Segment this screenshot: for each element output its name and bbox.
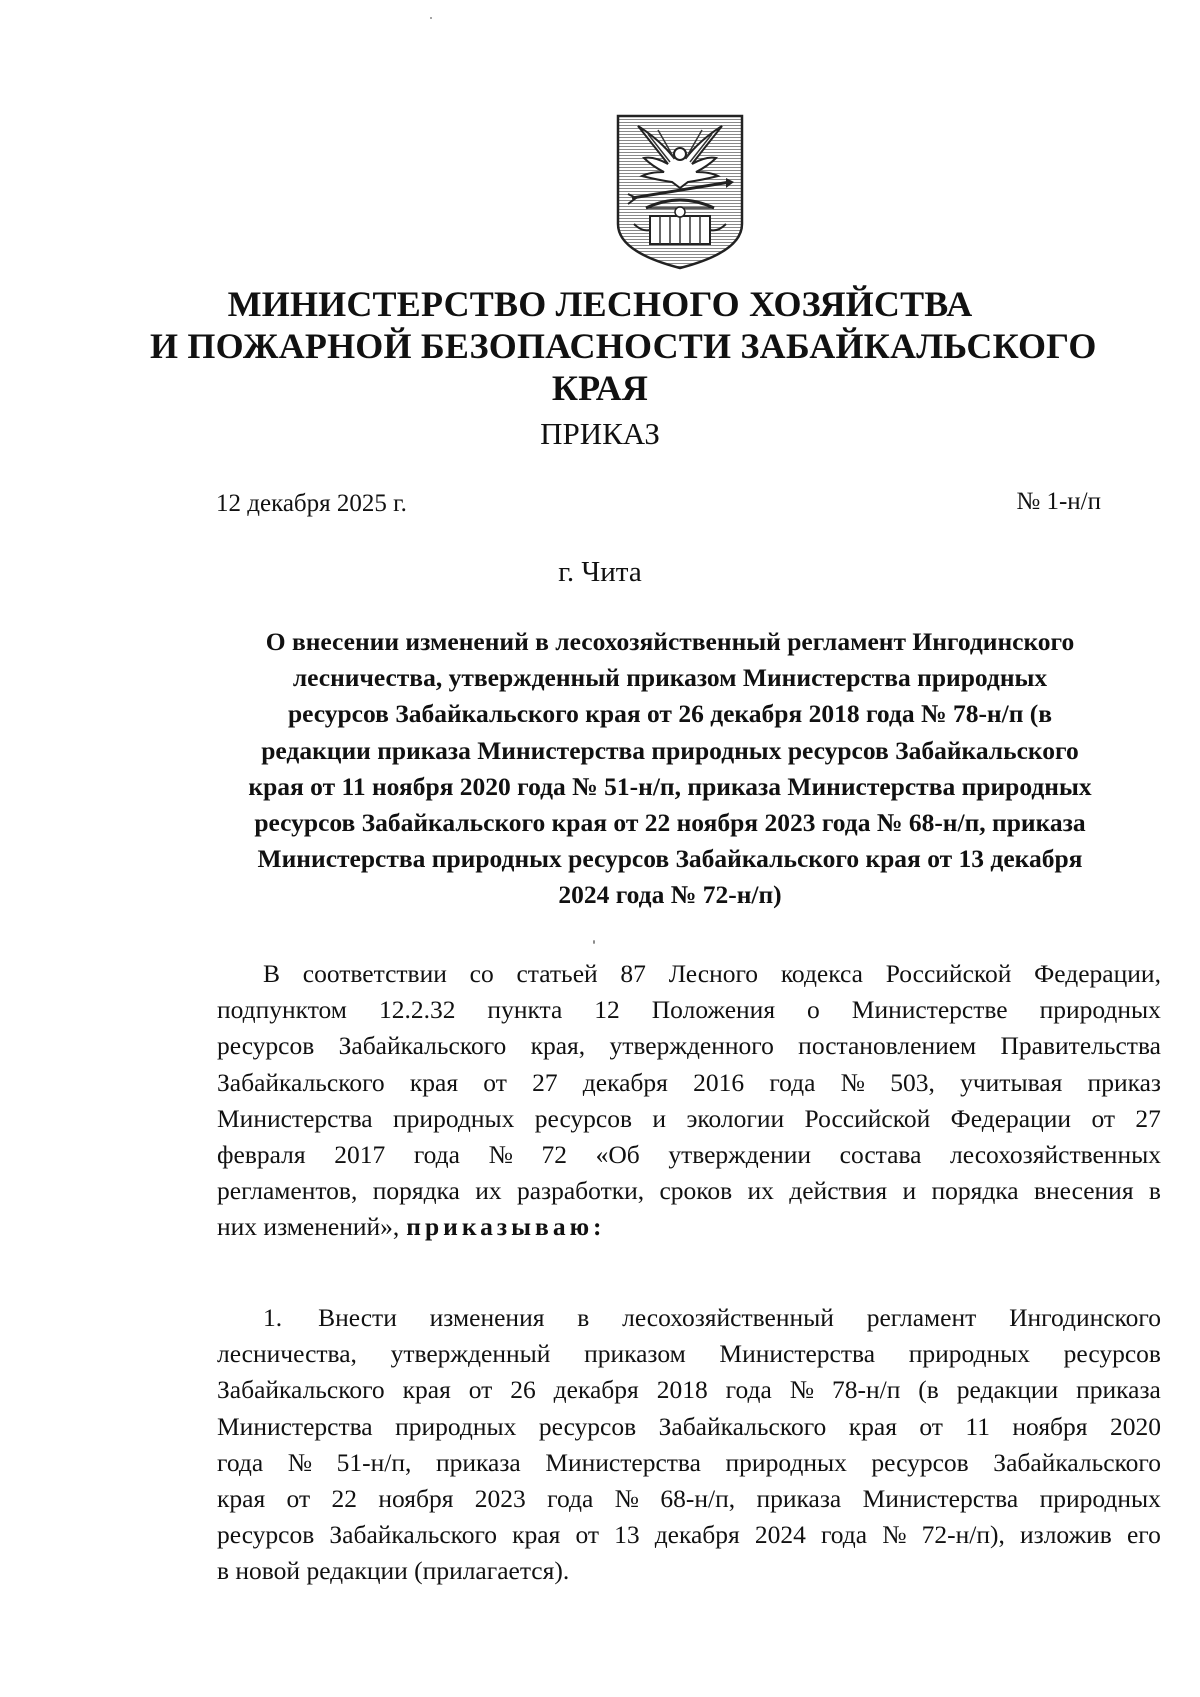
word: № xyxy=(488,1139,513,1169)
subject-line: ресурсов Забайкальского края от 22 ноября 2023 года № 68-н/п, приказа xyxy=(254,808,1086,838)
word: от xyxy=(919,1411,943,1441)
word: Забайкальского xyxy=(658,1411,827,1441)
preamble-line xyxy=(217,992,1161,1028)
preamble-line xyxy=(217,1101,1161,1137)
word: экологии xyxy=(686,1103,785,1133)
preamble-line xyxy=(217,1028,1161,1064)
word: лесохозяйственный xyxy=(622,1303,834,1332)
word: Российской xyxy=(885,959,1012,988)
subject-line: ресурсов Забайкальского края от 26 декабря 2018 года № 78-н/п (в xyxy=(287,699,1053,729)
word: разработки, xyxy=(516,1176,645,1206)
word: природных xyxy=(393,1103,515,1133)
word: статьей xyxy=(516,959,598,988)
word: края xyxy=(217,1483,266,1513)
word: редакции xyxy=(956,1375,1059,1405)
word: года xyxy=(820,1520,868,1550)
word: Министерства xyxy=(719,1339,876,1369)
word: природных xyxy=(395,1411,517,1441)
word: Министерства xyxy=(217,1103,373,1133)
preamble-line xyxy=(217,1065,1161,1101)
word: утвержденного xyxy=(609,1031,774,1061)
word: лесохозяйственных xyxy=(950,1139,1161,1169)
word: края xyxy=(848,1411,897,1441)
word: природных xyxy=(908,1339,1030,1369)
scan-speck xyxy=(593,940,595,944)
subject-line: края от 11 ноября 2020 года № 51-н/п, приказа Министерства природных xyxy=(248,771,1092,801)
word: 2023 xyxy=(474,1483,526,1513)
word: природных xyxy=(725,1447,847,1477)
word: ноября xyxy=(1012,1411,1088,1441)
item1-line xyxy=(217,1517,1161,1553)
word: приказа xyxy=(1076,1375,1161,1405)
ministry-title xyxy=(150,283,1097,409)
word: 87 xyxy=(620,959,646,988)
word: от xyxy=(286,1483,311,1513)
subject-line: О внесении изменений в лесохозяйственный регламент Ингодинского xyxy=(265,627,1075,656)
word: 22 xyxy=(331,1483,357,1513)
item1-line xyxy=(217,1372,1161,1408)
word: года xyxy=(547,1483,594,1513)
document-date: 12 декабря 2025 г. xyxy=(216,490,407,517)
word: края xyxy=(512,1520,561,1550)
word: февраля xyxy=(217,1139,306,1169)
word: ресурсов xyxy=(1063,1339,1161,1369)
word: В xyxy=(263,959,281,988)
word: изменения xyxy=(429,1303,545,1332)
word: 68-н/п, xyxy=(660,1483,736,1513)
word: от xyxy=(483,1067,507,1097)
word: Министерства xyxy=(862,1483,1019,1513)
subject-line: лесничества, утвержденный приказом Министерства природных xyxy=(292,663,1048,693)
word: 78-н/п xyxy=(831,1375,901,1405)
word: декабря xyxy=(553,1375,639,1405)
word: подпунктом xyxy=(217,995,347,1025)
word: Забайкальского xyxy=(338,1031,507,1061)
item1-last-line: в новой редакции (прилагается). xyxy=(217,1556,570,1586)
word: 72-н/п), xyxy=(921,1520,1005,1550)
ministry-title-line: И ПОЖАРНОЙ БЕЗОПАСНОСТИ ЗАБАЙКАЛЬСКОГО xyxy=(150,326,1097,366)
word: № xyxy=(882,1520,907,1550)
word: сроков xyxy=(659,1176,733,1206)
word: года xyxy=(217,1447,264,1477)
word: края xyxy=(402,1375,451,1405)
subject-line: Министерства природных ресурсов Забайкальского края от 13 декабря xyxy=(257,844,1083,874)
word: утвержденный xyxy=(390,1339,551,1369)
word: Правительства xyxy=(1000,1031,1161,1061)
word: соответствии xyxy=(302,959,447,988)
word: № xyxy=(614,1483,639,1513)
preamble-line xyxy=(217,956,1161,992)
word: приказ xyxy=(1087,1067,1161,1097)
word: природных xyxy=(1039,1483,1161,1513)
word: и xyxy=(902,1176,917,1206)
word: 72 xyxy=(541,1139,567,1169)
item-number: 1. xyxy=(263,1303,283,1332)
word: ресурсов xyxy=(217,1031,315,1061)
item1-line xyxy=(217,1445,1161,1481)
word: № xyxy=(840,1067,866,1097)
word: пункта xyxy=(487,995,563,1025)
document-number: № 1-н/п xyxy=(1016,488,1101,515)
word: ресурсов xyxy=(534,1103,633,1133)
word: лесничества, xyxy=(217,1339,357,1369)
word: 13 xyxy=(614,1520,640,1550)
document-city: г. Чита xyxy=(558,556,642,588)
word: 12.2.32 xyxy=(378,995,456,1025)
word: (в xyxy=(918,1375,939,1405)
word: года xyxy=(725,1375,772,1405)
word: в xyxy=(577,1303,590,1332)
word: их xyxy=(475,1176,502,1206)
word: приказа xyxy=(756,1483,842,1513)
item1-line xyxy=(217,1481,1161,1517)
word: ресурсов xyxy=(217,1520,315,1550)
word: 11 xyxy=(965,1411,990,1441)
word: Забайкальского xyxy=(217,1375,385,1405)
item1-line xyxy=(217,1409,1161,1445)
word: Забайкальского xyxy=(329,1520,498,1550)
word: Лесного xyxy=(668,959,759,988)
preamble-line xyxy=(217,1173,1161,1209)
ministry-title-line: МИНИСТЕРСТВО ЛЕСНОГО ХОЗЯЙСТВА xyxy=(227,284,973,324)
word: ресурсов xyxy=(538,1411,637,1441)
preamble-line xyxy=(217,1137,1161,1173)
word: кодекса xyxy=(780,959,863,988)
word: декабря xyxy=(582,1067,668,1097)
word: в xyxy=(1148,1176,1161,1206)
subject-line: 2024 года № 72-н/п) xyxy=(558,880,782,910)
word: от xyxy=(1091,1103,1115,1133)
word: года xyxy=(413,1139,460,1169)
word: приказа xyxy=(435,1447,521,1477)
word: края, xyxy=(530,1031,586,1061)
word: 2018 xyxy=(656,1375,708,1405)
word: «Об xyxy=(595,1139,640,1169)
word: Министерстве xyxy=(851,995,1008,1025)
scan-speck xyxy=(430,17,432,19)
word: года xyxy=(769,1067,816,1097)
word: декабря xyxy=(654,1520,740,1550)
word: от xyxy=(468,1375,493,1405)
word: учитывая xyxy=(960,1067,1063,1097)
word: Забайкальского xyxy=(993,1447,1161,1477)
subject-line: редакции приказа Министерства природных ресурсов Забайкальского xyxy=(261,735,1079,765)
word: 2024 xyxy=(754,1520,806,1550)
word: 26 xyxy=(510,1375,536,1405)
word: со xyxy=(469,959,494,988)
document-subject xyxy=(200,624,1140,914)
word: Федерации xyxy=(950,1103,1072,1133)
word: и xyxy=(652,1103,667,1133)
word: действия xyxy=(789,1176,888,1206)
word: 12 xyxy=(594,995,620,1025)
order-item-1 xyxy=(217,1300,1161,1590)
word: края xyxy=(409,1067,459,1097)
coat-of-arms-icon xyxy=(614,112,746,272)
word: утверждении xyxy=(668,1139,812,1169)
word: приказом xyxy=(584,1339,686,1369)
word: 2016 xyxy=(693,1067,745,1097)
word: 503, xyxy=(890,1067,935,1097)
word: Российской xyxy=(804,1103,931,1133)
word: о xyxy=(807,995,820,1025)
ministry-title-line: КРАЯ xyxy=(551,368,649,408)
word: постановлением xyxy=(798,1031,977,1061)
word: Ингодинского xyxy=(1009,1303,1161,1332)
word: порядка xyxy=(372,1176,460,1206)
word: Федерации, xyxy=(1034,959,1161,988)
preamble-paragraph xyxy=(217,956,1161,1246)
word: от xyxy=(575,1520,599,1550)
word: № xyxy=(789,1375,815,1405)
order-word: приказываю: xyxy=(406,1212,606,1242)
word: 2020 xyxy=(1109,1411,1161,1441)
word: порядка xyxy=(931,1176,1019,1206)
word: 27 xyxy=(532,1067,558,1097)
word: 27 xyxy=(1135,1103,1161,1133)
word: Забайкальского xyxy=(217,1067,385,1097)
preamble-last-line: них изменений», xyxy=(217,1212,400,1242)
word: регламент xyxy=(866,1303,977,1332)
word: Внести xyxy=(318,1303,397,1332)
word: изложив xyxy=(1019,1520,1112,1550)
document-type: ПРИКАЗ xyxy=(540,416,660,451)
word: природных xyxy=(1039,995,1161,1025)
word: их xyxy=(747,1176,774,1206)
word: ресурсов xyxy=(871,1447,969,1477)
word: регламентов, xyxy=(217,1176,358,1206)
item1-first-line xyxy=(217,1300,1161,1336)
word: ноября xyxy=(378,1483,454,1513)
word: Министерства xyxy=(217,1411,373,1441)
word: 51-н/п, xyxy=(336,1447,412,1477)
word: № xyxy=(287,1447,313,1477)
word: Положения xyxy=(651,995,776,1025)
word: состава xyxy=(839,1139,922,1169)
word: внесения xyxy=(1033,1176,1134,1206)
item1-line xyxy=(217,1336,1161,1372)
word: Министерства xyxy=(545,1447,701,1477)
word: его xyxy=(1126,1520,1161,1550)
word: 2017 xyxy=(334,1139,386,1169)
